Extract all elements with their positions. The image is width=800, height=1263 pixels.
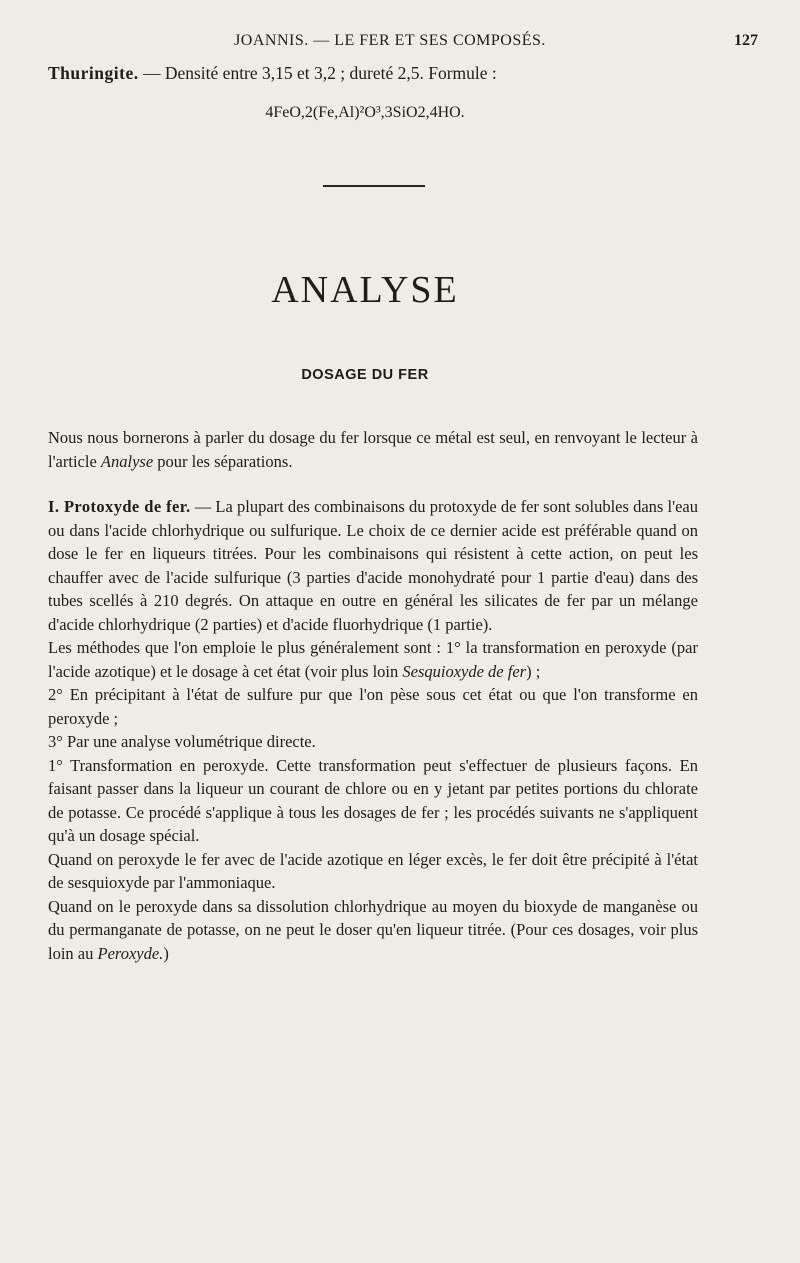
paragraph-manganese: [48, 895, 698, 966]
paragraph-text: ) ;: [526, 661, 541, 681]
paragraph-azotique: Quand on peroxyde le fer avec de l'acide azotique en léger excès, le fer doit être précipité à l'état de sesquioxyde par l'ammoniaque.: [48, 849, 698, 892]
page-number: 127: [734, 32, 758, 49]
chemical-formula: 4FeO,2(Fe,Al)²O³,3SiO2,4HO.: [265, 104, 465, 121]
paragraph-protoxyde: [48, 495, 698, 636]
italic-ref: Peroxyde.: [97, 943, 164, 963]
paragraph-method-3: 3° Par une analyse volumétrique directe.: [48, 732, 316, 751]
mineral-entry: [48, 63, 748, 84]
running-head: JOANNIS. — LE FER ET SES COMPOSÉS.: [234, 32, 546, 49]
paragraph-text: Quand on le peroxyde dans sa dissolution chlorhydrique au moyen du bioxyde de manganèse ou du permanganate de potasse, on ne peut le doser qu'en liqueur titrée. (Pour ces dosages, voir plus loin au: [48, 896, 698, 963]
sub-title: DOSAGE DU FER: [301, 367, 429, 383]
mineral-name: Thuringite.: [48, 63, 139, 83]
paragraph-transformation: 1° Transformation en peroxyde. Cette transformation peut s'effectuer de plusieurs façons. En faisant passer dans la liqueur un courant de chlore ou en y jetant par petites portions du chlorate de potasse. Ce procédé s'applique à tous les dosages de fer ; les procédés suivants ne s'appliquent qu'à un dosage spécial.: [48, 755, 698, 845]
section-divider: [323, 185, 425, 187]
paragraph-text: — La plupart des combinaisons du protoxyde de fer sont solubles dans l'eau ou dans l'acide chlorhydrique ou sulfurique. Le choix de ce dernier acide est préférable quand on dose le fer en liqueurs titrées. Pour les combinaisons qui résistent à cette action, on peut les chauffer avec de l'acide sulfurique (3 parties d'acide monohydraté pour 1 partie d'eau) dans des tubes scellés à 210 degrés. On attaque en outre en général les silicates de fer par un mélange d'acide chlorhydrique (2 parties) et d'acide fluorhydrique (1 partie).: [48, 497, 699, 634]
italic-ref: Sesquioxyde de fer: [402, 661, 527, 681]
paragraph-lead: I. Protoxyde de fer.: [48, 497, 191, 516]
italic-ref: Analyse: [100, 451, 154, 471]
body-text: [48, 426, 698, 965]
mineral-description: — Densité entre 3,15 et 3,2 ; dureté 2,5. Formule :: [138, 63, 497, 83]
paragraph-text: Les méthodes que l'on emploie le plus généralement sont : 1° la transformation en peroxyde (par l'acide azotique) et le dosage à cet état (voir plus loin: [48, 638, 698, 681]
paragraph-text: ): [163, 943, 169, 963]
paragraph-methods: [48, 636, 698, 683]
paragraph-text: pour les séparations.: [153, 451, 293, 471]
section-title: ANALYSE: [271, 269, 459, 311]
page-header: [0, 32, 800, 56]
paragraph-text: Nous nous bornerons à parler du dosage du fer lorsque ce métal est seul, en renvoyant le lecteur à l'article: [48, 428, 698, 471]
paragraph-method-2: 2° En précipitant à l'état de sulfure pur que l'on pèse sous cet état ou que l'on transforme en peroxyde ;: [48, 685, 698, 728]
paragraph-intro: [48, 426, 698, 473]
